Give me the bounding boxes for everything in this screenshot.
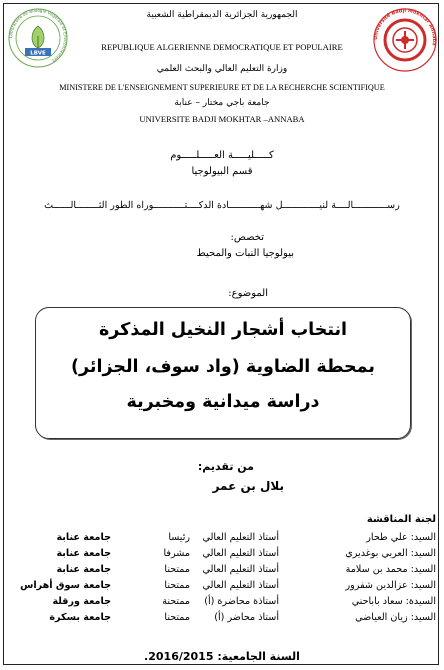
presenter-name: بلال بن عمر — [212, 479, 284, 493]
speciality-value: بيولوجيا النبات والمحيط — [196, 248, 294, 259]
jury-member-name: السيد: عزالدين شفرور — [345, 580, 436, 591]
jury-member-institution: جامعة عنابة — [56, 564, 111, 575]
jury-member-grade: أستاذ التعليم العالي — [202, 564, 279, 575]
jury-member-name: السيد: زيان العياضي — [355, 612, 436, 623]
ministry-fr: MINISTERE DE L'ENSEIGNEMENT SUPERIEURE ET DE LA RECHERCHE SCIENTIFIQUE — [59, 83, 385, 92]
jury-member-name: السيد: علي طحار — [366, 532, 436, 543]
jury-row — [0, 548, 444, 562]
jury-member-institution: جامعة بسكرة — [49, 612, 111, 623]
jury-member-institution: جامعة ورقلة — [52, 596, 111, 607]
university-fr: UNIVERSITE BADJI MOKHTAR –ANNABA — [139, 114, 305, 124]
department-name: قسم البيولوجيا — [191, 166, 253, 177]
subject-label: الموضوع: — [228, 288, 268, 299]
lbve-ring-text: Laboratoire de Biologie Végétale et Environnement — [8, 7, 68, 64]
speciality-label: تخصص: — [230, 232, 264, 243]
jury-member-grade: أستاذ التعليم العالي — [202, 532, 279, 543]
academic-year: السنة الجامعية: 2016/2015. — [144, 650, 300, 663]
thesis-title-line-2: بمحطة الضاوية (واد سوف، الجزائر) — [71, 357, 375, 377]
jury-row — [0, 580, 444, 594]
jury-member-name: السيد: العربي بوغديري — [345, 548, 436, 559]
jury-member-grade: أستاذة محاضرة (أ) — [204, 596, 279, 607]
jury-member-grade: أستاذ التعليم العالي — [202, 580, 279, 591]
presenter-label: من تقديم: — [197, 460, 254, 473]
university-ar: جامعة باجي مختار – عنابة — [174, 98, 270, 108]
jury-member-role: ممتحنا — [164, 580, 190, 591]
jury-row — [0, 596, 444, 610]
jury-member-name: السيدة: سعاد باباحني — [351, 596, 436, 607]
university-ring-text: Université Badji Mokhtar Annaba — [372, 7, 438, 47]
jury-member-grade: أستاذ محاضر (أ) — [214, 612, 279, 623]
jury-row — [0, 532, 444, 546]
lbve-label: LBVE — [30, 50, 46, 57]
jury-member-role: ممتحنا — [164, 612, 190, 623]
thesis-title-box — [35, 307, 411, 439]
republic-fr: REPUBLIQUE ALGERIENNE DEMOCRATIQUE ET POPULAIRE — [101, 42, 343, 52]
jury-member-institution: جامعة عنابة — [56, 532, 111, 543]
ministry-ar: وزارة التعليم العالي والبحث العلمي — [156, 64, 288, 74]
jury-member-role: ممتحنة — [162, 596, 190, 607]
jury-member-name: السيد: محمد بن سلامة — [345, 564, 436, 575]
jury-title: لجنة المناقشة — [366, 514, 436, 525]
jury-member-role: مشرفا — [163, 548, 190, 559]
republic-ar: الجمهورية الجزائرية الديمقراطية الشعبية — [146, 10, 298, 20]
thesis-title-line-1: انتخاب أشجار النخيل المذكرة — [98, 320, 348, 340]
jury-row — [0, 612, 444, 626]
thesis-title-line-3: دراسة ميدانية ومخبرية — [126, 392, 320, 412]
thesis-type: رســــــــــــالــــة لنيـــــــــــــل شهـــــــــــادة الدكــــتـــــــــــوراه الطور الثــــــــالــــــث — [44, 200, 400, 211]
faculty-name: كـــــليـــــة العـــــلـــــوم — [170, 150, 274, 161]
jury-member-institution: جامعة سوق أهراس — [20, 580, 111, 591]
jury-member-role: ممتحنا — [164, 564, 190, 575]
jury-member-institution: جامعة عنابة — [56, 548, 111, 559]
jury-member-grade: أستاذ التعليم العالي — [202, 548, 279, 559]
jury-member-role: رئيسا — [168, 532, 190, 543]
jury-row — [0, 564, 444, 578]
